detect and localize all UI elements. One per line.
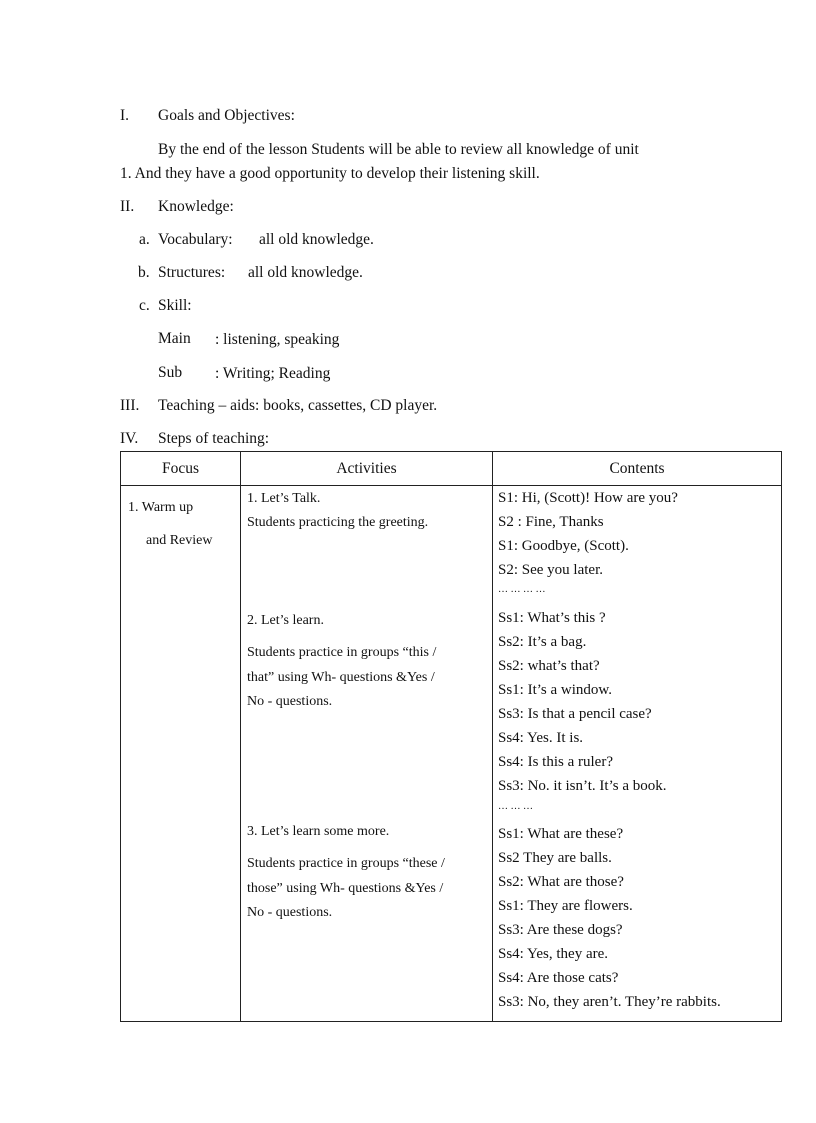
dialogue-line: S2: See you later. [498,562,603,578]
section-1-line-2: 1. And they have a good opportunity to develop their listening skill. [120,165,540,182]
contents-cell [493,486,782,1022]
section-1-title: Goals and Objectives: [158,107,295,124]
activity-1-desc: Students practicing the greeting. [247,515,429,530]
vocabulary-label: Vocabulary: [158,231,233,248]
teaching-aids: Teaching – aids: books, cassettes, CD player. [158,397,438,414]
section-2-number: II. [120,198,135,215]
steps-table [120,451,782,1022]
dialogue-line: Ss2: what’s that? [498,658,600,674]
dialogue-line: Ss3: No. it isn’t. It’s a book. [498,778,667,794]
dialogue-line: Ss4: Is this a ruler? [498,754,613,770]
main-skill-label: Main [158,330,191,347]
dialogue-line: S1: Hi, (Scott)! How are you? [498,490,678,506]
item-a-marker: a. [139,231,150,248]
activity-3-title: 3. Let’s learn some more. [247,824,390,839]
dialogue-line: S1: Goodbye, (Scott). [498,538,629,554]
dialogue-line: Ss1: What’s this ? [498,610,606,626]
dialogue-line: Ss2 They are balls. [498,850,612,866]
dialogue-line: Ss4: Are those cats? [498,970,619,986]
ellipsis-line: … … … [498,801,533,812]
activity-3-desc-1: Students practice in groups “these / [247,856,445,871]
sub-skill-label: Sub [158,364,183,381]
vocabulary-value: all old knowledge. [259,231,374,248]
focus-line-1: 1. Warm up [128,500,194,515]
section-4-title: Steps of teaching: [158,430,270,447]
activity-3-desc-2: those” using Wh- questions &Yes / [247,881,444,896]
sub-skill-value: : Writing; Reading [215,365,331,382]
focus-line-2: and Review [146,533,213,548]
item-c-marker: c. [139,297,150,314]
activity-2-title: 2. Let’s learn. [247,613,324,628]
activity-2-desc-2: that” using Wh- questions &Yes / [247,670,435,685]
section-1-number: I. [120,107,130,124]
activity-1-title: 1. Let’s Talk. [247,491,321,506]
main-skill-value: : listening, speaking [215,331,340,348]
dialogue-line: Ss3: Are these dogs? [498,922,623,938]
section-2-title: Knowledge: [158,198,234,215]
section-1-line-1: By the end of the lesson Students will be able to review all knowledge of unit [158,141,639,158]
table-header-row [121,452,782,486]
focus-cell [121,486,241,1022]
ellipsis-line: … … … … [498,584,546,595]
table-row [121,486,782,1022]
dialogue-line: Ss3: Is that a pencil case? [498,706,652,722]
skill-label: Skill: [158,297,192,314]
dialogue-line: Ss4: Yes. It is. [498,730,584,746]
dialogue-line: Ss2: What are those? [498,874,624,890]
header-activities: Activities [241,452,493,486]
activity-3-desc-3: No - questions. [247,905,333,920]
dialogue-line: Ss1: They are flowers. [498,898,633,914]
header-contents: Contents [493,452,782,486]
section-4-number: IV. [120,430,139,447]
section-3-number: III. [120,397,140,414]
item-b-marker: b. [138,264,150,281]
activity-2-desc-3: No - questions. [247,694,333,709]
structures-label: Structures: [158,264,226,281]
dialogue-line: Ss3: No, they aren’t. They’re rabbits. [498,994,721,1010]
dialogue-line: Ss1: It’s a window. [498,682,613,698]
activity-2-desc-1: Students practice in groups “this / [247,645,437,660]
dialogue-line: Ss4: Yes, they are. [498,946,609,962]
dialogue-line: Ss2: It’s a bag. [498,634,587,650]
activities-cell [241,486,493,1022]
structures-value: all old knowledge. [248,264,363,281]
dialogue-line: S2 : Fine, Thanks [498,514,604,530]
dialogue-line: Ss1: What are these? [498,826,624,842]
header-focus: Focus [121,452,241,486]
